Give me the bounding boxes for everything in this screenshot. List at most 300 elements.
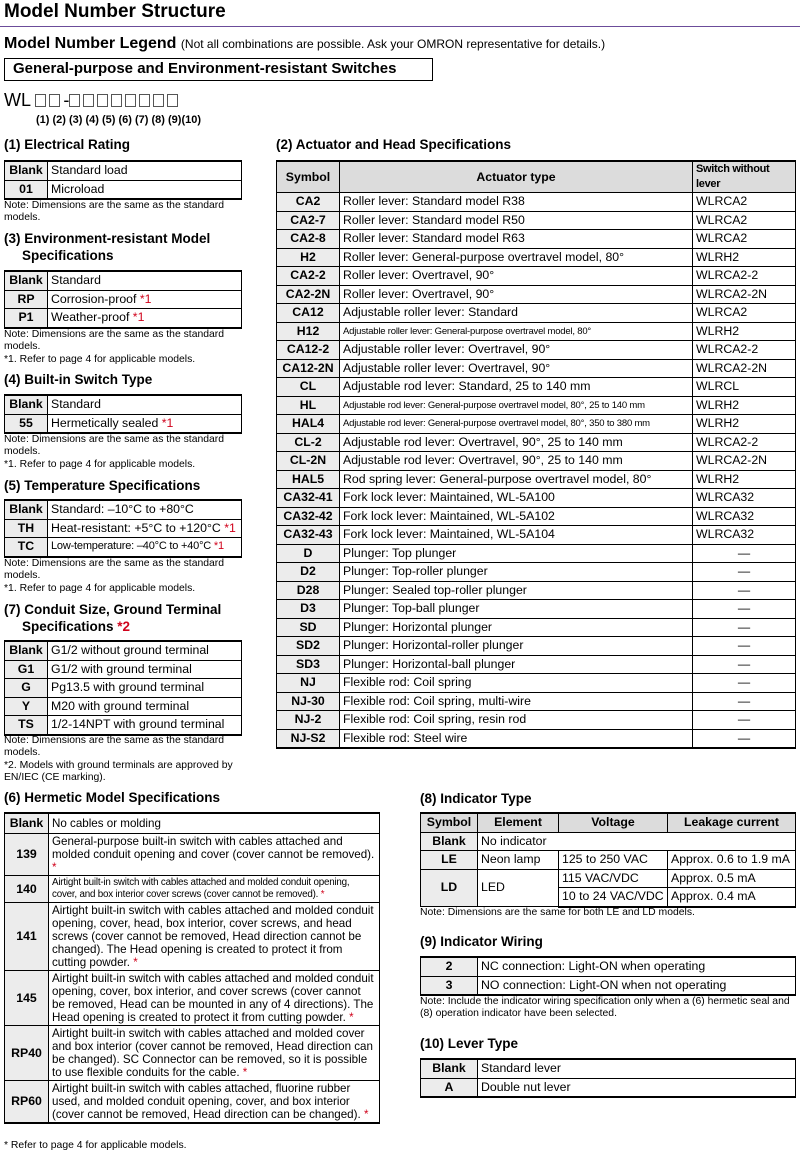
actuator-table — [276, 160, 796, 749]
code-cell: TC — [5, 538, 48, 557]
symbol-cell: NJ-30 — [277, 692, 340, 711]
table-row — [5, 271, 242, 290]
code-cell: Blank — [5, 500, 48, 519]
switch-without-lever-cell: WLRCA2-2 — [693, 267, 796, 286]
table-row — [277, 193, 796, 212]
desc-cell — [49, 1081, 380, 1124]
legend-heading — [4, 35, 605, 53]
switch-without-lever-cell: — — [693, 581, 796, 600]
table-row — [277, 563, 796, 582]
symbol-cell: CA2-8 — [277, 230, 340, 249]
symbol-cell: CA2 — [277, 193, 340, 212]
slot-box — [153, 94, 164, 107]
code-cell: Blank — [421, 1059, 478, 1078]
footnote-mark: * — [133, 956, 138, 969]
table-row — [277, 618, 796, 637]
actuator-type-cell: Rod spring lever: General-purpose overtravel model, 80° — [340, 470, 693, 489]
switch-without-lever-cell: WLRCA2 — [693, 230, 796, 249]
switch-without-lever-cell: WLRH2 — [693, 322, 796, 341]
symbol-cell: CA2-2N — [277, 285, 340, 304]
actuator-type-cell: Roller lever: Standard model R63 — [340, 230, 693, 249]
footnote: * Refer to page 4 for applicable models. — [4, 1140, 187, 1151]
actuator-type-cell: Plunger: Top-roller plunger — [340, 563, 693, 582]
note: Note: Include the indicator wiring specification only when a (6) hermetic seal and (8) operation indicator have been selected. — [420, 996, 790, 1019]
symbol-cell: D3 — [277, 600, 340, 619]
symbol-cell: NJ-S2 — [277, 729, 340, 748]
desc-text: Airtight built-in switch with cables attached and molded conduit opening, cover, head, box interior, cover screws, and head screws (cover cannot be removed, Head direction cannot be changed). The Head opening is created to protect it from cutting powder. — [52, 904, 374, 969]
slot-box — [49, 94, 60, 107]
symbol-cell: D — [277, 544, 340, 563]
desc-cell: Microload — [48, 180, 242, 199]
table-row — [5, 697, 242, 716]
title-line: Specifications — [22, 619, 114, 634]
section-4-title: (4) Built-in Switch Type — [4, 372, 153, 387]
table-row — [277, 248, 796, 267]
desc-cell: NO connection: Light-ON when not operating — [478, 976, 796, 995]
table-row — [5, 971, 380, 1026]
code-cell: G — [5, 679, 48, 698]
switch-without-lever-cell: WLRH2 — [693, 248, 796, 267]
code-cell: A — [421, 1078, 478, 1097]
desc-cell — [48, 309, 242, 328]
switch-without-lever-cell: WLRCA32 — [693, 526, 796, 545]
voltage-cell: 115 VAC/VDC — [559, 869, 668, 888]
switch-without-lever-cell: — — [693, 729, 796, 748]
desc-cell — [49, 903, 380, 971]
section-8-title: (8) Indicator Type — [420, 791, 532, 806]
code-cell: LE — [421, 851, 478, 870]
element-cell: Neon lamp — [478, 851, 559, 870]
switch-without-lever-cell: WLRH2 — [693, 415, 796, 434]
footnote-mark: * — [320, 889, 325, 900]
switch-without-lever-cell: WLRCA2 — [693, 304, 796, 323]
table-row — [277, 489, 796, 508]
environment-table — [4, 270, 242, 329]
actuator-type-cell: Adjustable rod lever: General-purpose overtravel model, 80°, 350 to 380 mm — [340, 415, 693, 434]
table-row — [5, 500, 242, 519]
title-line: Specifications — [22, 248, 114, 263]
code-cell: LD — [421, 869, 478, 907]
table-header-row — [421, 813, 796, 832]
lever-type-table — [420, 1058, 796, 1098]
symbol-cell: CL-2 — [277, 433, 340, 452]
footnote-mark: *1 — [224, 520, 236, 535]
switch-without-lever-cell: — — [693, 692, 796, 711]
desc-text: Airtight built-in switch with cables attached, fluorine rubber used, and molded conduit opening, cover, and box interior (cover cannot be removed, Head direction can be changed). — [52, 1082, 361, 1121]
table-row — [277, 267, 796, 286]
col-header: Switch without lever — [693, 161, 796, 193]
footnote-mark: * — [363, 1108, 369, 1121]
desc-text: Low-temperature: –40°C to +40°C — [51, 540, 212, 553]
desc-cell: Double nut lever — [478, 1078, 796, 1097]
footnote-mark: *1 — [213, 540, 224, 553]
code-cell: 2 — [421, 957, 478, 976]
section-2-title: (2) Actuator and Head Specifications — [276, 137, 512, 152]
table-row — [5, 180, 242, 199]
table-row — [277, 470, 796, 489]
symbol-cell: CA12-2N — [277, 359, 340, 378]
code-cell: TH — [5, 519, 48, 538]
switch-without-lever-cell: — — [693, 655, 796, 674]
switch-without-lever-cell: WLRH2 — [693, 470, 796, 489]
symbol-cell: CA12 — [277, 304, 340, 323]
switch-without-lever-cell: WLRH2 — [693, 396, 796, 415]
code-cell: RP40 — [5, 1026, 49, 1081]
actuator-type-cell: Plunger: Horizontal plunger — [340, 618, 693, 637]
code-cell: 141 — [5, 903, 49, 971]
table-row — [277, 230, 796, 249]
code-cell: TS — [5, 716, 48, 735]
table-row — [5, 679, 242, 698]
symbol-cell: D2 — [277, 563, 340, 582]
indicator-type-table — [420, 812, 796, 908]
code-cell: Blank — [5, 161, 48, 180]
note: Note: Dimensions are the same as the standard models. — [4, 434, 225, 457]
table-row — [277, 581, 796, 600]
footnote-mark: *1 — [132, 310, 145, 325]
switch-without-lever-cell: WLRCA32 — [693, 489, 796, 508]
desc-text: Airtight built-in switch with cables attached and molded conduit opening, cover, and box interior cover screws (cover cannot be removed). — [52, 877, 350, 900]
code-cell: 55 — [5, 414, 48, 433]
desc-cell — [49, 834, 380, 876]
hermetic-table — [4, 812, 380, 1124]
col-header: Actuator type — [340, 161, 693, 193]
section-10-title: (10) Lever Type — [420, 1036, 519, 1051]
section-7-title — [4, 601, 221, 635]
symbol-cell: HL — [277, 396, 340, 415]
symbol-cell: SD — [277, 618, 340, 637]
table-row — [277, 341, 796, 360]
symbol-cell: NJ-2 — [277, 711, 340, 730]
note: Note: Dimensions are the same for both LE and LD models. — [420, 907, 695, 918]
code-cell: Blank — [5, 813, 49, 834]
actuator-type-cell: Roller lever: Standard model R38 — [340, 193, 693, 212]
desc-cell: G1/2 without ground terminal — [48, 641, 242, 660]
code-cell: Blank — [5, 271, 48, 290]
table-row — [5, 834, 380, 876]
desc-cell — [49, 876, 380, 903]
table-row — [421, 976, 796, 995]
actuator-type-cell: Fork lock lever: Maintained, WL-5A102 — [340, 507, 693, 526]
code-cell: Blank — [5, 641, 48, 660]
table-row — [277, 359, 796, 378]
footnote: *1. Refer to page 4 for applicable models. — [4, 354, 196, 365]
temperature-table — [4, 499, 242, 558]
actuator-type-cell: Roller lever: General-purpose overtravel model, 80° — [340, 248, 693, 267]
table-row — [277, 711, 796, 730]
conduit-table — [4, 640, 242, 736]
table-row — [421, 1059, 796, 1078]
desc-cell: Standard — [48, 271, 242, 290]
table-row — [421, 851, 796, 870]
desc-cell: No indicator — [478, 832, 796, 851]
desc-cell: Standard — [48, 395, 242, 414]
actuator-type-cell: Roller lever: Standard model R50 — [340, 211, 693, 230]
switch-without-lever-cell: WLRCL — [693, 378, 796, 397]
slot-box — [69, 94, 80, 107]
switch-without-lever-cell: — — [693, 711, 796, 730]
desc-text: Hermetically sealed — [51, 415, 159, 430]
table-row — [5, 641, 242, 660]
title-line: (7) Conduit Size, Ground Terminal — [4, 602, 222, 617]
table-row — [277, 600, 796, 619]
col-header: Leakage current — [668, 813, 796, 832]
code-cell: Y — [5, 697, 48, 716]
table-row — [277, 304, 796, 323]
table-row — [277, 526, 796, 545]
code-cell: 140 — [5, 876, 49, 903]
code-cell: G1 — [5, 660, 48, 679]
actuator-type-cell: Adjustable roller lever: Overtravel, 90° — [340, 341, 693, 360]
element-cell: LED — [478, 869, 559, 907]
symbol-cell: CA2-2 — [277, 267, 340, 286]
actuator-type-cell: Flexible rod: Steel wire — [340, 729, 693, 748]
code-cell: 139 — [5, 834, 49, 876]
section-9-title: (9) Indicator Wiring — [420, 934, 543, 949]
desc-cell: 1/2-14NPT with ground terminal — [48, 716, 242, 735]
code-cell: P1 — [5, 309, 48, 328]
switch-without-lever-cell: WLRCA2-2N — [693, 359, 796, 378]
leakage-cell: Approx. 0.5 mA — [668, 869, 796, 888]
desc-cell: Standard: –10°C to +80°C — [48, 500, 242, 519]
note: Note: Dimensions are the same as the standard models. — [4, 558, 225, 581]
desc-text: General-purpose built-in switch with cables attached and molded conduit opening and cover (cover cannot be removed). — [52, 835, 375, 861]
symbol-cell: D28 — [277, 581, 340, 600]
footnote-mark: * — [242, 1066, 248, 1079]
footnote: *1. Refer to page 4 for applicable models. — [4, 459, 196, 470]
table-row — [5, 414, 242, 433]
actuator-type-cell: Roller lever: Overtravel, 90° — [340, 267, 693, 286]
desc-cell: Standard load — [48, 161, 242, 180]
table-row — [5, 519, 242, 538]
table-row — [5, 903, 380, 971]
symbol-cell: CA32-41 — [277, 489, 340, 508]
footnote-mark: * — [52, 861, 57, 874]
desc-cell: No cables or molding — [49, 813, 380, 834]
switch-without-lever-cell: WLRCA2-2 — [693, 433, 796, 452]
actuator-type-cell: Adjustable rod lever: General-purpose overtravel model, 80°, 25 to 140 mm — [340, 396, 693, 415]
code-cell: Blank — [421, 832, 478, 851]
switch-type-table — [4, 394, 242, 434]
desc-cell: G1/2 with ground terminal — [48, 660, 242, 679]
table-row — [5, 1081, 380, 1124]
footnote-mark: *1 — [161, 415, 174, 430]
page-title: Model Number Structure — [4, 1, 226, 22]
col-header: Voltage — [559, 813, 668, 832]
symbol-cell: HAL4 — [277, 415, 340, 434]
table-row — [5, 309, 242, 328]
desc-cell — [48, 519, 242, 538]
slot-box — [125, 94, 136, 107]
note: Note: Dimensions are the same as the standard models. — [4, 329, 225, 352]
desc-text: Heat-resistant: +5°C to +120°C — [51, 520, 221, 535]
actuator-type-cell: Adjustable roller lever: Standard — [340, 304, 693, 323]
symbol-cell: CA12-2 — [277, 341, 340, 360]
switch-without-lever-cell: — — [693, 544, 796, 563]
table-row — [5, 290, 242, 309]
model-prefix: WL — [4, 90, 31, 110]
note: Note: Dimensions are the same as the standard models. — [4, 200, 225, 223]
table-row — [5, 1026, 380, 1081]
actuator-type-cell: Plunger: Top plunger — [340, 544, 693, 563]
table-row — [277, 415, 796, 434]
table-row — [277, 507, 796, 526]
table-row — [277, 211, 796, 230]
code-cell: 3 — [421, 976, 478, 995]
table-row — [421, 869, 796, 888]
table-row — [277, 322, 796, 341]
slot-box — [97, 94, 108, 107]
footnote-mark: *2 — [117, 619, 131, 634]
switch-without-lever-cell: WLRCA32 — [693, 507, 796, 526]
table-row — [5, 538, 242, 557]
symbol-cell: HAL5 — [277, 470, 340, 489]
table-row — [5, 876, 380, 903]
table-row — [421, 957, 796, 976]
desc-cell — [48, 414, 242, 433]
desc-cell: Standard lever — [478, 1059, 796, 1078]
desc-cell: NC connection: Light-ON when operating — [478, 957, 796, 976]
code-cell: 145 — [5, 971, 49, 1026]
desc-text: Corrosion-proof — [51, 291, 137, 306]
actuator-type-cell: Roller lever: Overtravel, 90° — [340, 285, 693, 304]
desc-cell — [48, 538, 242, 557]
desc-cell: Pg13.5 with ground terminal — [48, 679, 242, 698]
symbol-cell: H12 — [277, 322, 340, 341]
desc-cell: M20 with ground terminal — [48, 697, 242, 716]
note: Note: Dimensions are the same as the standard models. — [4, 735, 225, 758]
symbol-cell: CA2-7 — [277, 211, 340, 230]
symbol-cell: NJ — [277, 674, 340, 693]
table-row — [5, 716, 242, 735]
desc-cell — [49, 971, 380, 1026]
actuator-type-cell: Adjustable rod lever: Overtravel, 90°, 25 to 140 mm — [340, 452, 693, 471]
table-row — [277, 285, 796, 304]
footnote-mark: * — [349, 1011, 354, 1024]
slot-box — [139, 94, 150, 107]
switch-category-box: General-purpose and Environment-resistant Switches — [4, 58, 433, 81]
symbol-cell: SD2 — [277, 637, 340, 656]
table-row — [277, 378, 796, 397]
col-header: Symbol — [421, 813, 478, 832]
footnote: *2. Models with ground terminals are approved by EN/IEC (CE marking). — [4, 760, 233, 783]
actuator-type-cell: Flexible rod: Coil spring — [340, 674, 693, 693]
voltage-cell: 125 to 250 VAC — [559, 851, 668, 870]
footnote-mark: *1 — [139, 291, 152, 306]
table-row — [277, 544, 796, 563]
actuator-type-cell: Fork lock lever: Maintained, WL-5A100 — [340, 489, 693, 508]
switch-without-lever-cell: WLRCA2 — [693, 193, 796, 212]
desc-text: Weather-proof — [51, 310, 130, 325]
table-row — [421, 832, 796, 851]
table-row — [277, 655, 796, 674]
voltage-cell: 10 to 24 VAC/VDC — [559, 888, 668, 907]
title-divider — [0, 26, 800, 27]
table-row — [277, 637, 796, 656]
table-row — [5, 395, 242, 414]
symbol-cell: SD3 — [277, 655, 340, 674]
table-row — [5, 660, 242, 679]
switch-without-lever-cell: WLRCA2-2N — [693, 452, 796, 471]
section-3-title — [4, 230, 210, 264]
symbol-cell: CL — [277, 378, 340, 397]
legend-note: (Not all combinations are possible. Ask your OMRON representative for details.) — [180, 37, 606, 51]
footnote: *1. Refer to page 4 for applicable models. — [4, 583, 196, 594]
switch-without-lever-cell: — — [693, 637, 796, 656]
table-header-row — [277, 161, 796, 193]
actuator-type-cell: Fork lock lever: Maintained, WL-5A104 — [340, 526, 693, 545]
leakage-cell: Approx. 0.4 mA — [668, 888, 796, 907]
symbol-cell: H2 — [277, 248, 340, 267]
actuator-type-cell: Adjustable roller lever: Overtravel, 90° — [340, 359, 693, 378]
desc-cell — [49, 1026, 380, 1081]
actuator-type-cell: Plunger: Horizontal-ball plunger — [340, 655, 693, 674]
switch-without-lever-cell: — — [693, 600, 796, 619]
section-6-title: (6) Hermetic Model Specifications — [4, 790, 221, 805]
actuator-type-cell: Plunger: Horizontal-roller plunger — [340, 637, 693, 656]
leakage-cell: Approx. 0.6 to 1.9 mA — [668, 851, 796, 870]
code-cell: RP60 — [5, 1081, 49, 1124]
actuator-type-cell: Flexible rod: Coil spring, resin rod — [340, 711, 693, 730]
table-row — [277, 692, 796, 711]
desc-cell — [48, 290, 242, 309]
slot-box — [111, 94, 122, 107]
symbol-cell: CL-2N — [277, 452, 340, 471]
indicator-wiring-table — [420, 956, 796, 996]
desc-text: Airtight built-in switch with cables attached and molded conduit opening, cover, box interior, and cover screws (cover cannot be removed, Head can be mounted in any of 4 directions). The Head opening is created to protect it from cutting powder. — [52, 972, 374, 1024]
legend-title: Model Number Legend — [4, 35, 177, 52]
slot-box — [35, 94, 46, 107]
section-5-title: (5) Temperature Specifications — [4, 478, 201, 493]
table-row — [277, 396, 796, 415]
actuator-type-cell: Adjustable roller lever: General-purpose overtravel model, 80° — [340, 322, 693, 341]
symbol-cell: CA32-43 — [277, 526, 340, 545]
code-cell: 01 — [5, 180, 48, 199]
model-number-template: WL - — [4, 90, 181, 111]
actuator-type-cell: Plunger: Top-ball plunger — [340, 600, 693, 619]
section-1-title: (1) Electrical Rating — [4, 137, 131, 152]
switch-without-lever-cell: — — [693, 563, 796, 582]
col-header: Element — [478, 813, 559, 832]
actuator-type-cell: Plunger: Sealed top-roller plunger — [340, 581, 693, 600]
switch-without-lever-cell: WLRCA2-2N — [693, 285, 796, 304]
slot-box — [167, 94, 178, 107]
table-row — [5, 161, 242, 180]
actuator-type-cell: Flexible rod: Coil spring, multi-wire — [340, 692, 693, 711]
slot-box — [83, 94, 94, 107]
title-line: (3) Environment-resistant Model — [4, 231, 211, 246]
switch-without-lever-cell: — — [693, 674, 796, 693]
table-row — [277, 452, 796, 471]
switch-without-lever-cell: WLRCA2-2 — [693, 341, 796, 360]
symbol-cell: CA32-42 — [277, 507, 340, 526]
actuator-type-cell: Adjustable rod lever: Overtravel, 90°, 25 to 140 mm — [340, 433, 693, 452]
switch-without-lever-cell: — — [693, 618, 796, 637]
code-cell: Blank — [5, 395, 48, 414]
table-row — [421, 1078, 796, 1097]
col-header: Symbol — [277, 161, 340, 193]
desc-text: Airtight built-in switch with cables attached and molded cover and box interior (cover cannot be removed, Head direction can be changed). SC Connector can be removed, so it is possible to use flexible conduits for the cable. — [52, 1027, 373, 1079]
table-row — [277, 674, 796, 693]
code-cell: RP — [5, 290, 48, 309]
table-row — [5, 813, 380, 834]
actuator-type-cell: Adjustable rod lever: Standard, 25 to 140 mm — [340, 378, 693, 397]
table-row — [277, 729, 796, 748]
table-row — [277, 433, 796, 452]
switch-without-lever-cell: WLRCA2 — [693, 211, 796, 230]
electrical-rating-table — [4, 160, 242, 200]
slot-numbers: (1) (2) (3) (4) (5) (6) (7) (8) (9)(10) — [36, 114, 202, 126]
